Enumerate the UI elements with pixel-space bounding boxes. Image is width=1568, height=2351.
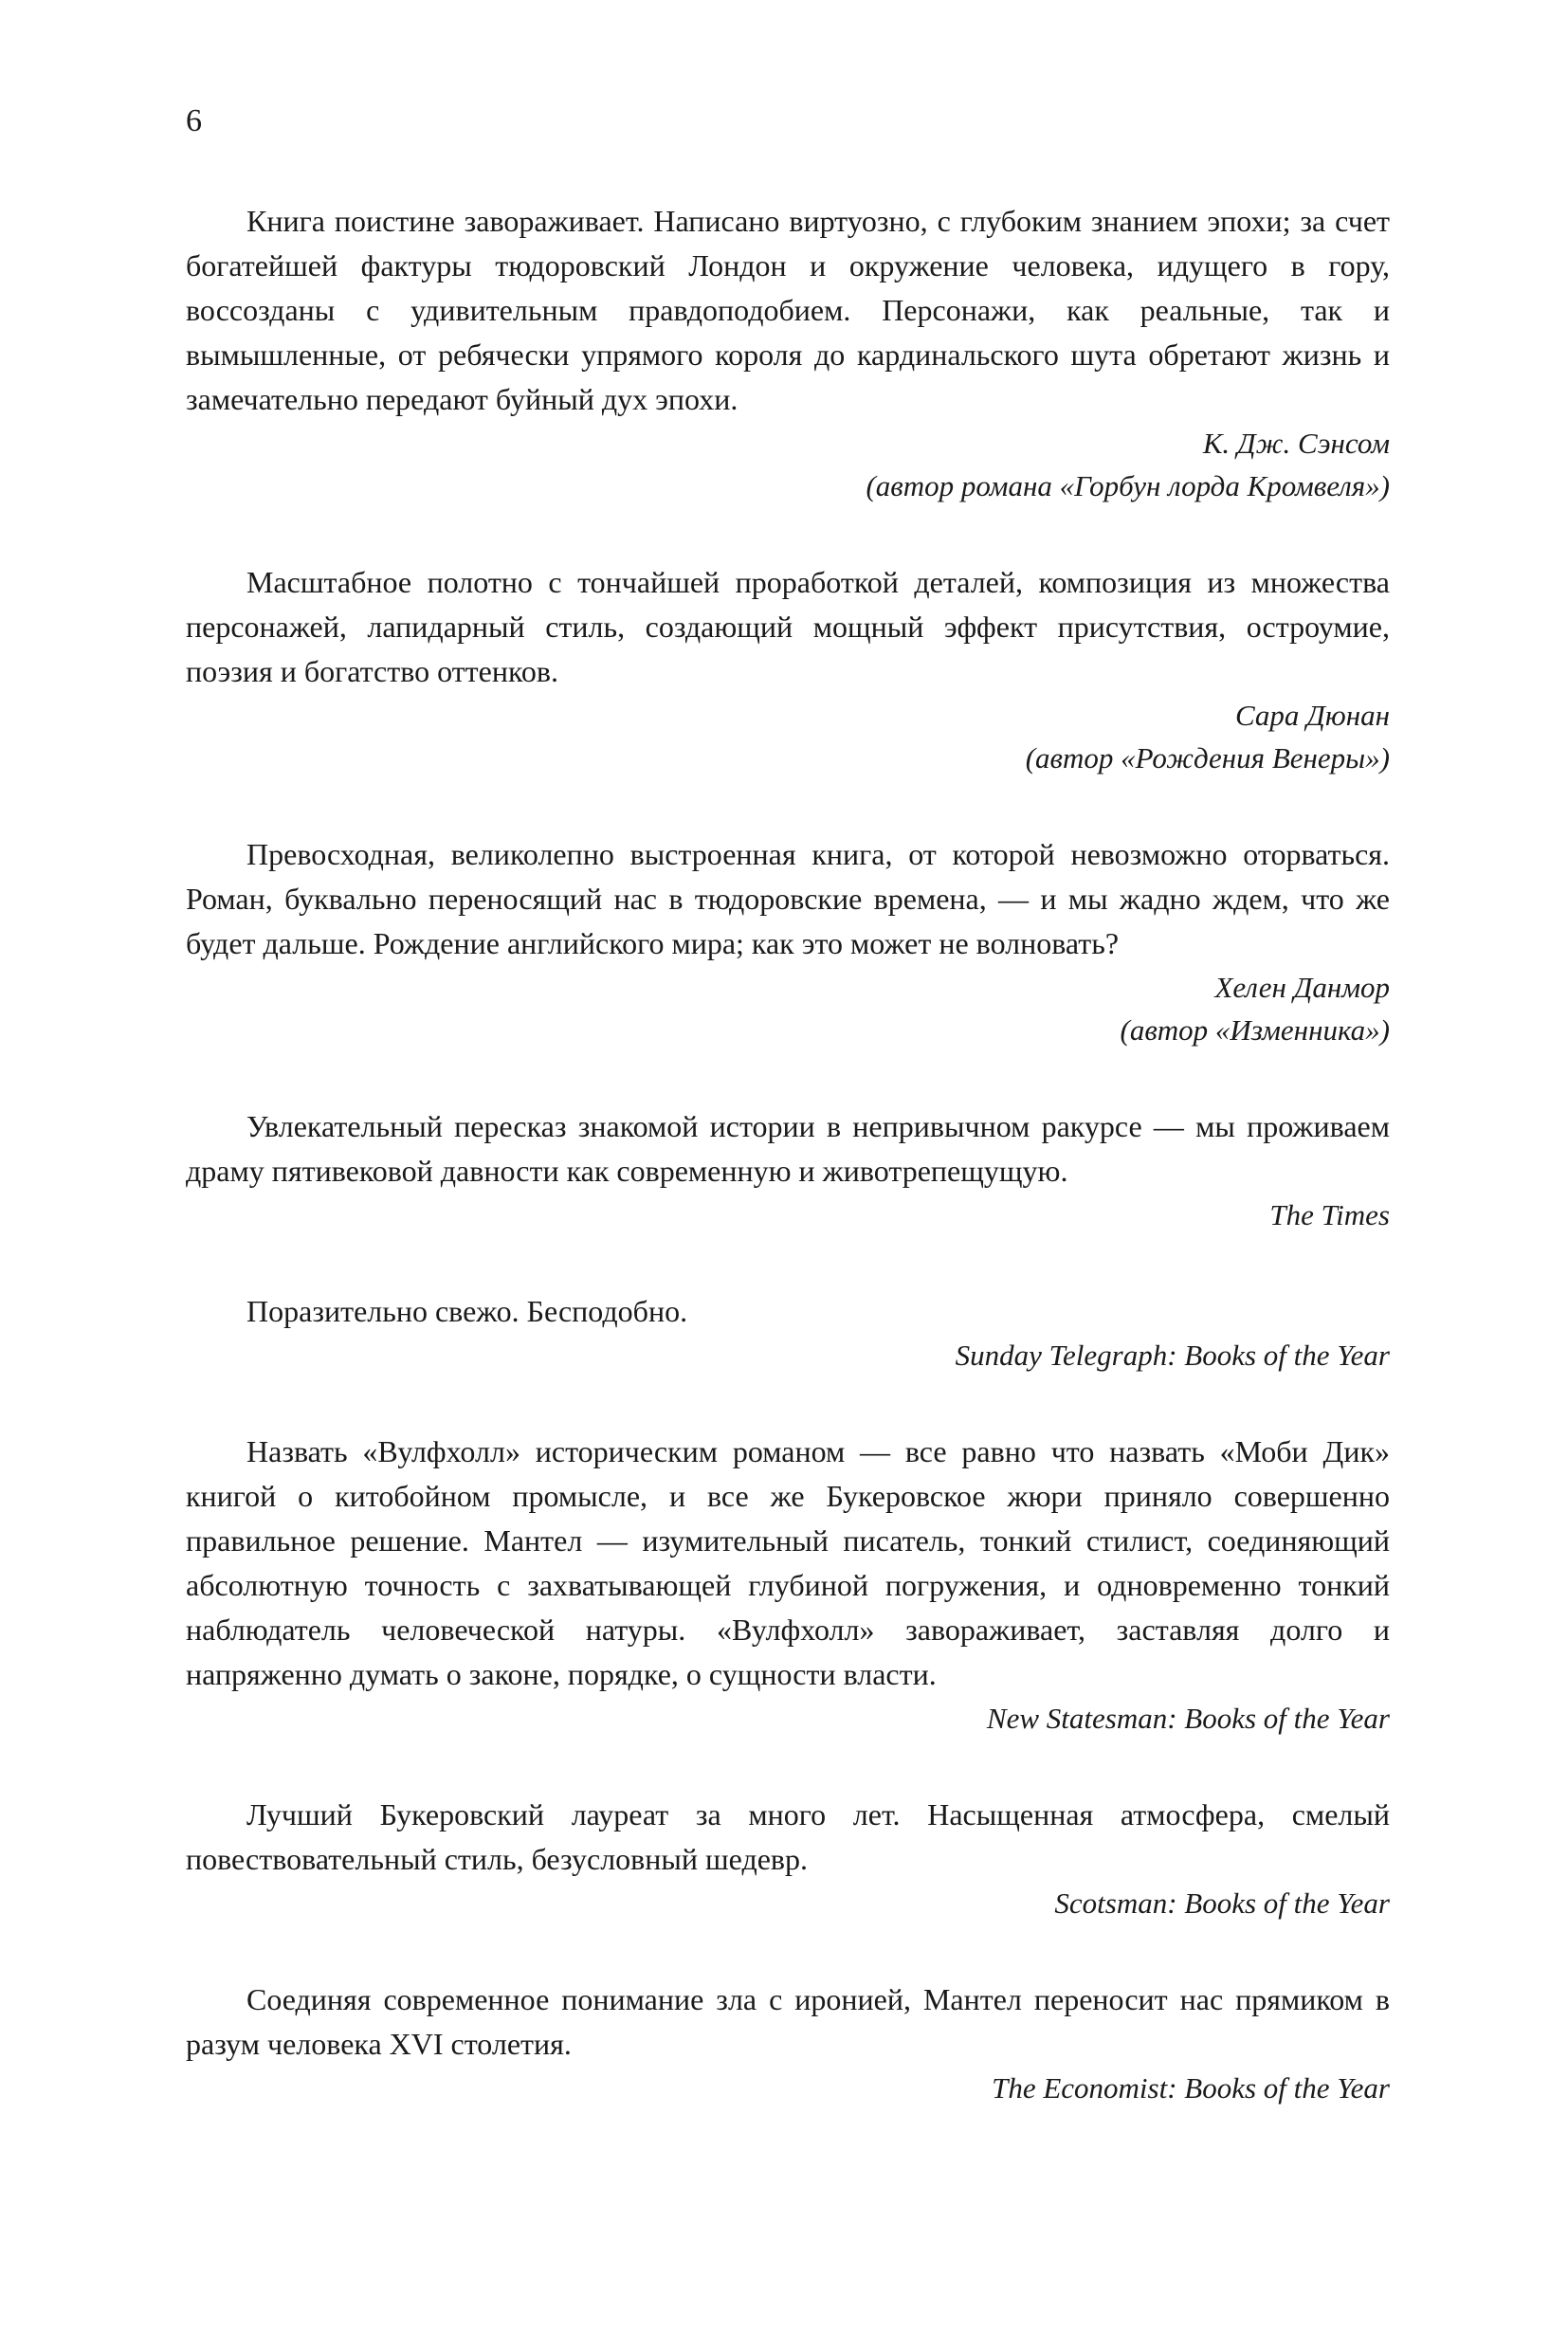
review-item — [186, 1430, 1390, 1740]
page-number: 6 — [186, 103, 202, 138]
review-author-note: (автор романа «Горбун лорда Кромвеля») — [866, 469, 1390, 502]
review-item — [186, 832, 1390, 1051]
review-author: Хелен Данмор — [1214, 971, 1390, 1004]
review-item — [186, 560, 1390, 779]
review-source: The Economist: Books of the Year — [992, 2071, 1390, 2105]
review-source: The Times — [1269, 1198, 1390, 1231]
review-text: Поразительно свежо. Бесподобно. — [246, 1294, 688, 1328]
review-text: Увлекательный пересказ знакомой истории в непривычном ракурсе — мы проживаем драму пятивековой давности как современную и животрепещущую. — [186, 1109, 1390, 1188]
review-author: Сара Дюнан — [1235, 699, 1390, 732]
review-item — [186, 1104, 1390, 1236]
reviews-list — [186, 199, 1390, 2162]
review-source: Sunday Telegraph: Books of the Year — [955, 1339, 1390, 1372]
review-text: Масштабное полотно с тончайшей проработкой деталей, композиция из множества персонажей, лапидарный стиль, создающий мощный эффект присутствия, остроумие, поэзия и богатство оттенков. — [186, 565, 1390, 688]
review-item — [186, 1793, 1390, 1924]
review-source: Scotsman: Books of the Year — [1054, 1886, 1390, 1920]
review-item — [186, 1289, 1390, 1376]
review-item — [186, 1977, 1390, 2109]
review-text: Соединяя современное понимание зла с иронией, Мантел переносит нас прямиком в разум человека XVI столетия. — [186, 1982, 1390, 2061]
review-author-note: (автор «Изменника») — [1120, 1013, 1390, 1047]
review-author-note: (автор «Рождения Венеры») — [1025, 741, 1390, 775]
review-text: Превосходная, великолепно выстроенная книга, от которой невозможно оторваться. Роман, буквально переносящий нас в тюдоровские времена, — и мы жадно ждем, что же будет дальше. Рождение английского мира; как это может не волновать? — [186, 837, 1390, 960]
review-text: Лучший Букеровский лауреат за много лет. Насыщенная атмосфера, смелый повествовательный стиль, безусловный шедевр. — [186, 1797, 1390, 1876]
review-text: Назвать «Вулфхолл» историческим романом — все равно что назвать «Моби Дик» книгой о китобойном промысле, и все же Букеровское жюри приняло совершенно правильное решение. Мантел — изумительный писатель, тонкий стилист, соединяющий абсолютную точность с захватывающей глубиной погружения, и одновременно тонкий наблюдатель человеческой натуры. «Вулфхолл» завораживает, заставляя долго и напряженно думать о законе, порядке, о сущности власти. — [186, 1434, 1390, 1691]
review-text: Книга поистине завораживает. Написано виртуозно, с глубоким знанием эпохи; за счет богатейшей фактуры тюдоровский Лондон и окружение человека, идущего в гору, воссозданы с удивительным правдоподобием. Персонажи, как реальные, так и вымышленные, от ребячески упрямого короля до кардинальского шута обретают жизнь и замечательно передают буйный дух эпохи. — [186, 204, 1390, 416]
review-source: New Statesman: Books of the Year — [986, 1702, 1390, 1735]
review-author: К. Дж. Сэнсом — [1202, 427, 1390, 460]
review-item — [186, 199, 1390, 507]
